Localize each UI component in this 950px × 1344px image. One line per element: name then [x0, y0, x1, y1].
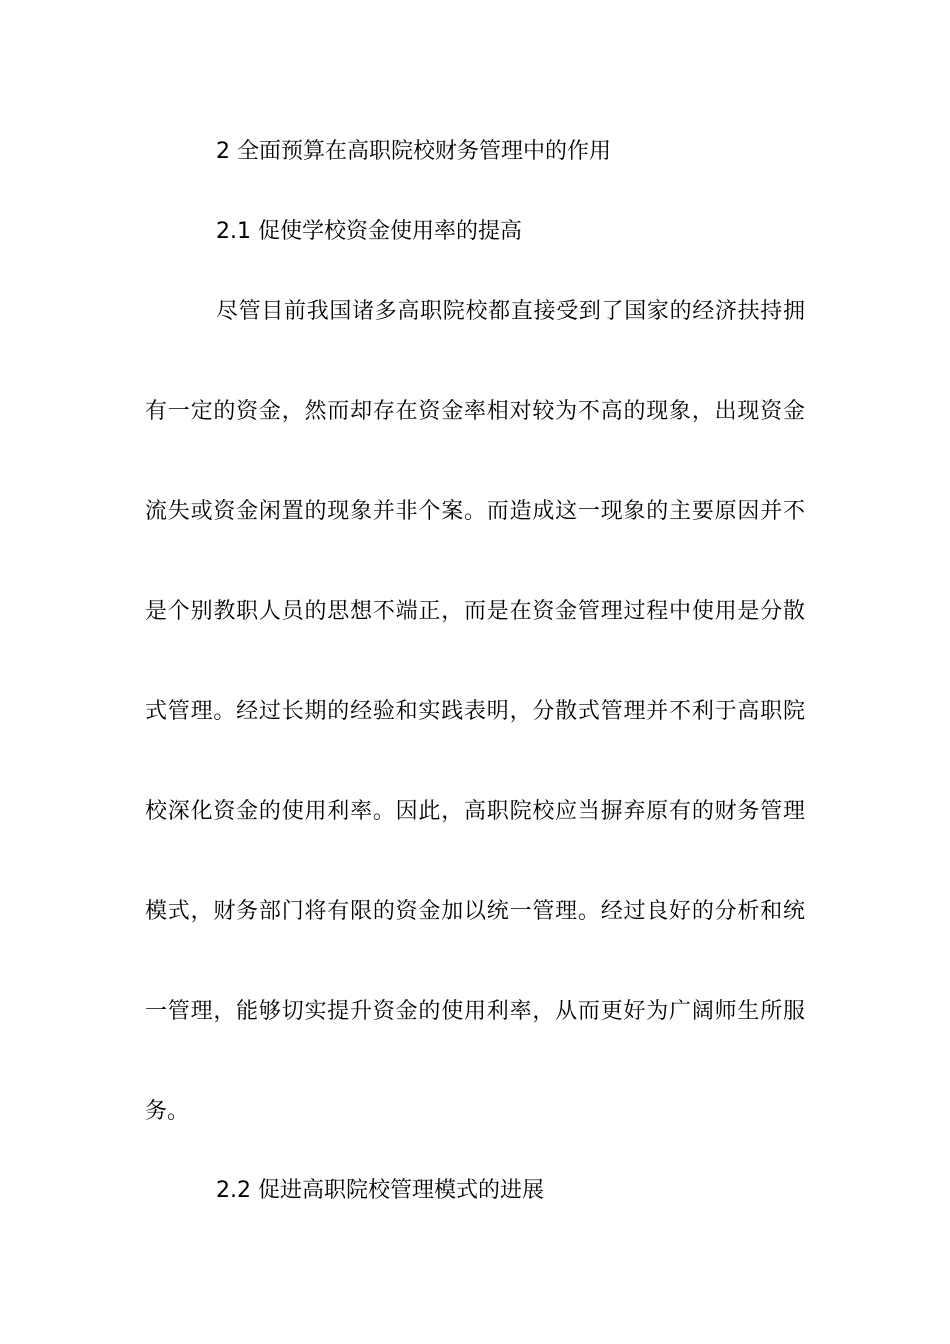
section-heading: 2 全面预算在高职院校财务管理中的作用 — [216, 139, 611, 164]
paragraph-line: 流失或资金闲置的现象并非个案。而造成这一现象的主要原因并不 — [145, 499, 805, 524]
paragraph-line: 有一定的资金，然而却存在资金率相对较为不高的现象，出现资金 — [145, 399, 805, 424]
subsection-heading-2-1: 2.1 促使学校资金使用率的提高 — [216, 219, 522, 244]
paragraph-line: 务。 — [145, 1099, 190, 1124]
paragraph-line: 一管理，能够切实提升资金的使用利率，从而更好为广阔师生所服 — [145, 999, 805, 1024]
subsection-heading-2-2: 2.2 促进高职院校管理模式的进展 — [216, 1178, 544, 1203]
paragraph-line: 是个别教职人员的思想不端正，而是在资金管理过程中使用是分散 — [145, 599, 805, 624]
paragraph-line: 模式，财务部门将有限的资金加以统一管理。经过良好的分析和统 — [145, 899, 805, 924]
paragraph-line: 校深化资金的使用利率。因此，高职院校应当摒弃原有的财务管理 — [145, 799, 805, 824]
paragraph-line: 尽管目前我国诸多高职院校都直接受到了国家的经济扶持拥 — [216, 299, 805, 324]
paragraph-line: 式管理。经过长期的经验和实践表明，分散式管理并不利于高职院 — [145, 699, 805, 724]
